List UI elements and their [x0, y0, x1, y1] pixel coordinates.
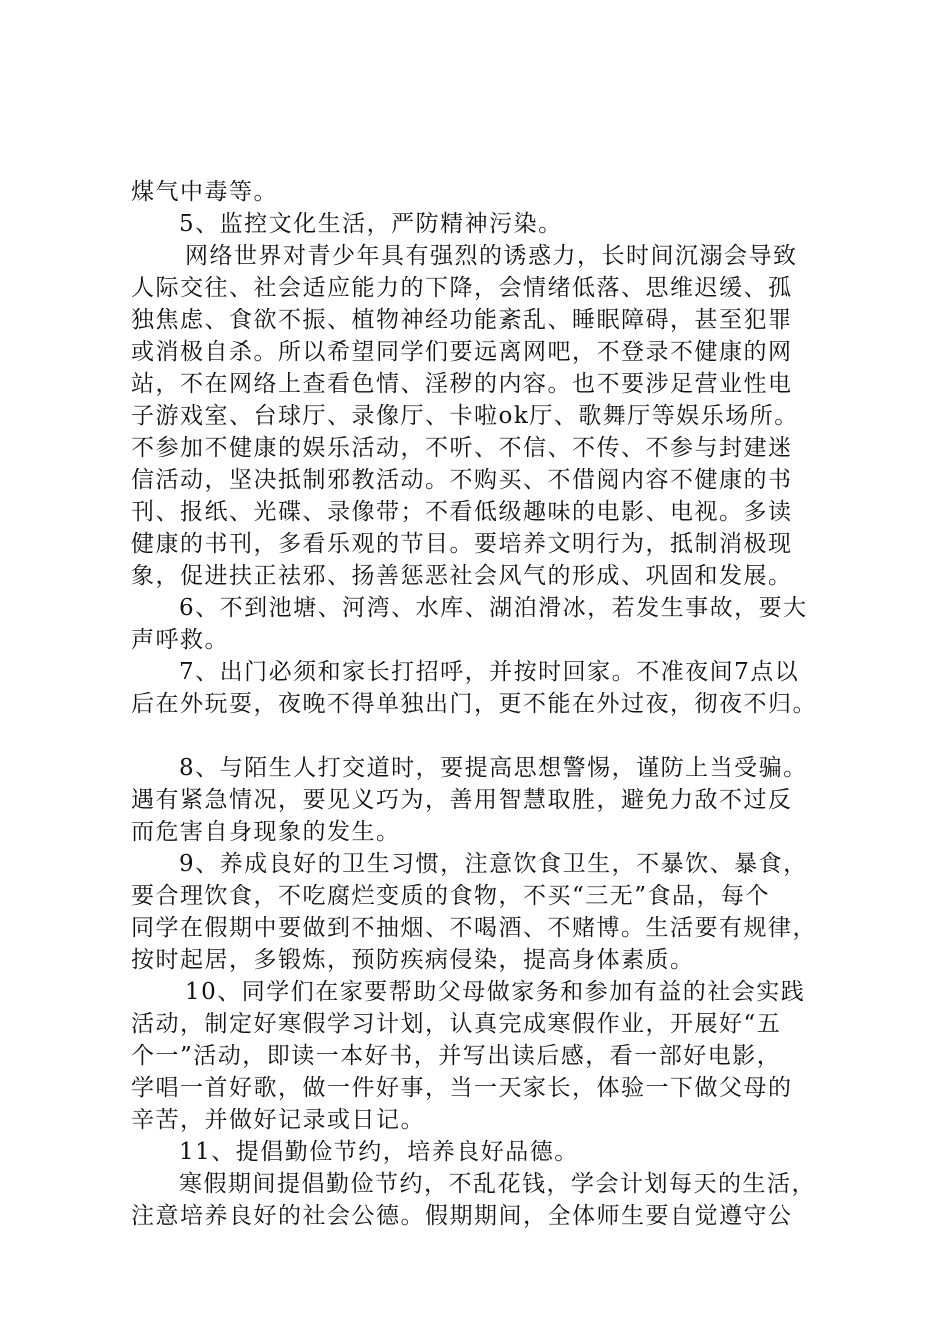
list-item: 7、出门必须和家长打招呼，并按时回家。不准夜间7点以: [179, 659, 800, 685]
list-item-heading: 11、提倡勤俭节约，培养良好品德。: [179, 1139, 579, 1165]
text-line: 站，不在网络上查看色情、淫秽的内容。也不要涉足营业性电: [131, 371, 793, 397]
text-line: 活动，制定好寒假学习计划，认真完成寒假作业，开展好“五: [131, 1011, 782, 1037]
text-line: 注意培养良好的社会公德。假期期间，全体师生要自觉遵守公: [131, 1203, 793, 1229]
text-line: 要合理饮食，不吃腐烂变质的食物，不买“三无”食品，每个: [131, 883, 771, 909]
text-line: 子游戏室、台球厅、录像厅、卡啦ok厅、歌舞厅等娱乐场所。: [131, 403, 799, 429]
list-item: 6、不到池塘、河湾、水库、湖泊滑冰，若发生事故，要大: [179, 595, 808, 621]
list-item: 8、与陌生人打交道时，要提高思想警惕，谨防上当受骗。: [179, 755, 808, 781]
text-line: 学唱一首好歌，做一件好事，当一天家长，体验一下做父母的: [131, 1075, 793, 1101]
text-line: 而危害自身现象的发生。: [131, 819, 401, 845]
text-line: 或消极自杀。所以希望同学们要远离网吧，不登录不健康的网: [131, 339, 793, 365]
list-item: 10、同学们在家要帮助父母做家务和参加有益的社会实践: [185, 979, 806, 1005]
list-item: 9、养成良好的卫生习惯，注意饮食卫生，不暴饮、暴食，: [179, 851, 808, 877]
text-line: 煤气中毒等。: [131, 179, 278, 205]
paragraph-first-line: 寒假期间提倡勤俭节约，不乱花钱，学会计划每天的生活，: [179, 1171, 816, 1197]
text-line: 独焦虑、食欲不振、植物神经功能紊乱、睡眠障碍，甚至犯罪: [131, 307, 793, 333]
text-line: 刊、报纸、光碟、录像带；不看低级趣味的电影、电视。多读: [131, 499, 793, 525]
text-line: 信活动，坚决抵制邪教活动。不购买、不借阅内容不健康的书: [131, 467, 793, 493]
text-line: 同学在假期中要做到不抽烟、不喝酒、不赌博。生活要有规律，: [131, 915, 817, 941]
text-line: 后在外玩耍，夜晚不得单独出门，更不能在外过夜，彻夜不归。: [131, 691, 817, 717]
blank-line: [131, 720, 831, 752]
text-line: 遇有紧急情况，要见义巧为，善用智慧取胜，避免力敌不过反: [131, 787, 793, 813]
text-line: 健康的书刊，多看乐观的节目。要培养文明行为，抵制消极现: [131, 531, 793, 557]
body-text: [131, 176, 831, 1232]
paragraph-first-line: 网络世界对青少年具有强烈的诱惑力，长时间沉溺会导致: [185, 243, 798, 269]
text-line: 声呼救。: [131, 627, 229, 653]
text-line: 个一”活动，即读一本好书，并写出读后感，看一部好电影，: [131, 1043, 782, 1069]
text-line: 人际交往、社会适应能力的下降，会情绪低落、思维迟缓、孤: [131, 275, 793, 301]
text-line: 不参加不健康的娱乐活动，不听、不信、不传、不参与封建迷: [131, 435, 793, 461]
text-line: 象，促进扶正祛邪、扬善惩恶社会风气的形成、巩固和发展。: [131, 563, 793, 589]
text-line: 按时起居，多锻炼，预防疾病侵染，提高身体素质。: [131, 947, 695, 973]
text-line: 辛苦，并做好记录或日记。: [131, 1107, 425, 1133]
list-item-heading: 5、监控文化生活，严防精神污染。: [179, 211, 563, 237]
